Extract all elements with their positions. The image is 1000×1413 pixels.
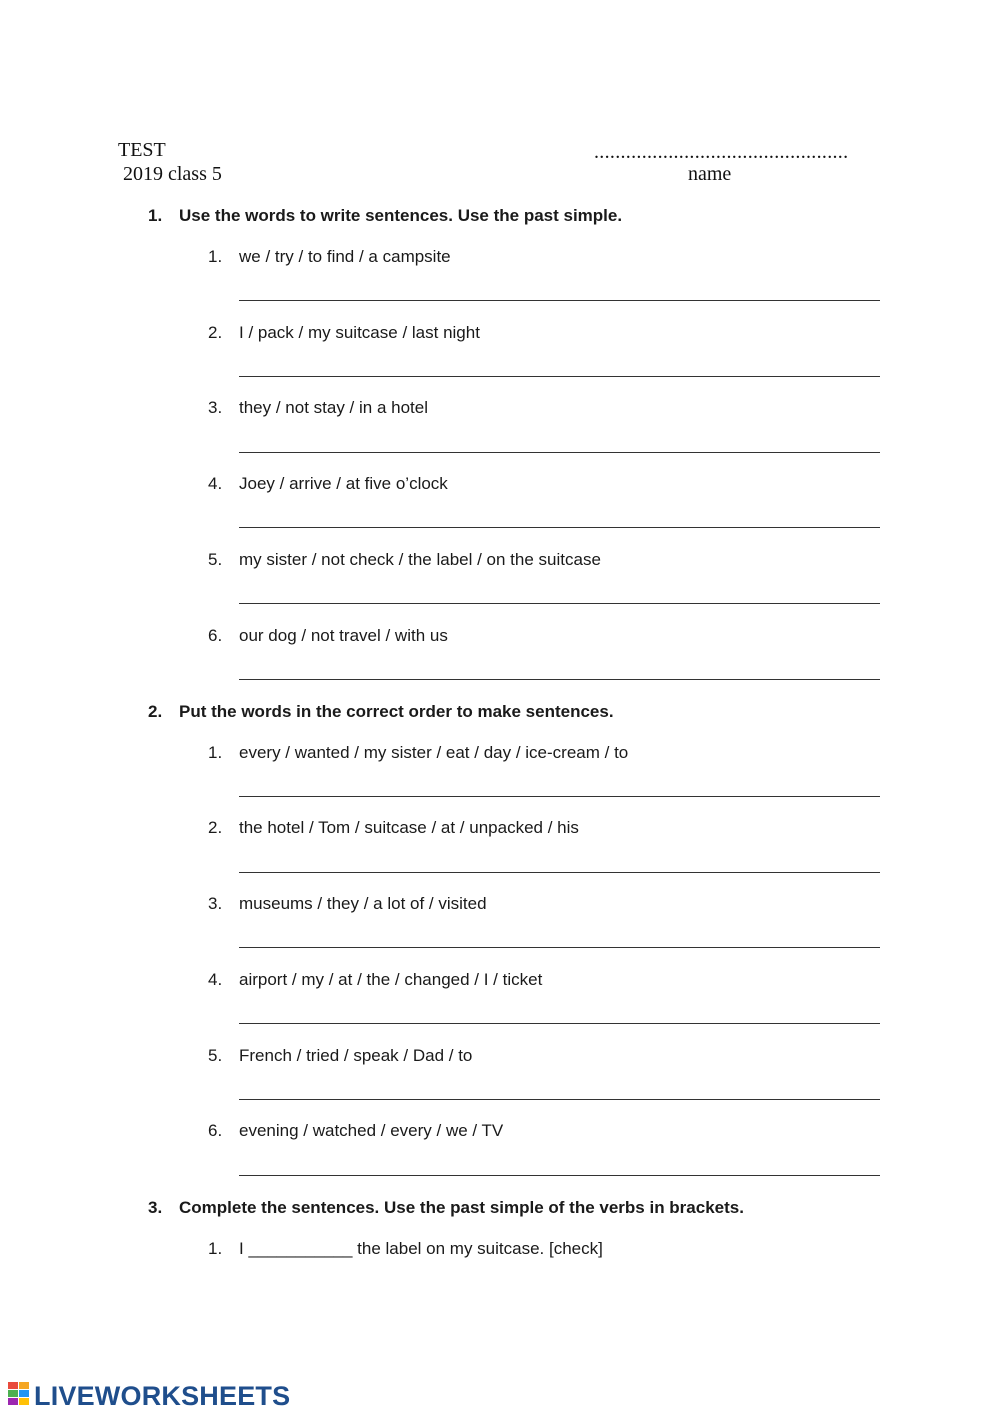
list-item bbox=[208, 398, 428, 418]
logo-text: LIVEWORKSHEETS bbox=[34, 1380, 291, 1411]
item-text: I / pack / my suitcase / last night bbox=[239, 323, 480, 342]
item-number: 5. bbox=[208, 550, 223, 569]
item-number: 6. bbox=[208, 626, 223, 645]
list-item bbox=[208, 1121, 503, 1141]
item-text: museums / they / a lot of / visited bbox=[239, 894, 487, 913]
answer-line[interactable] bbox=[239, 300, 880, 301]
section-instruction: Put the words in the correct order to make sentences. bbox=[179, 702, 614, 721]
answer-line[interactable] bbox=[239, 872, 880, 873]
list-item bbox=[208, 894, 487, 914]
test-label: TEST bbox=[118, 139, 166, 161]
answer-line[interactable] bbox=[239, 603, 880, 604]
section-number: 1. bbox=[148, 206, 163, 225]
item-number: 1. bbox=[208, 1239, 223, 1258]
answer-line[interactable] bbox=[239, 1023, 880, 1024]
item-number: 3. bbox=[208, 894, 223, 913]
name-label: name bbox=[688, 163, 732, 185]
class-label: 2019 class 5 bbox=[123, 163, 222, 185]
item-number: 6. bbox=[208, 1121, 223, 1140]
item-number: 2. bbox=[208, 818, 223, 837]
list-item bbox=[208, 323, 480, 343]
item-number: 4. bbox=[208, 474, 223, 493]
answer-line[interactable] bbox=[239, 1099, 880, 1100]
section-number: 2. bbox=[148, 702, 163, 721]
section-3-heading bbox=[148, 1198, 744, 1218]
list-item bbox=[208, 550, 601, 570]
item-text: every / wanted / my sister / eat / day / ice-cream / to bbox=[239, 743, 629, 762]
item-text: the hotel / Tom / suitcase / at / unpacked / his bbox=[239, 818, 579, 837]
list-item bbox=[208, 474, 448, 494]
answer-line[interactable] bbox=[239, 679, 880, 680]
item-text: my sister / not check / the label / on the suitcase bbox=[239, 550, 601, 569]
answer-line[interactable] bbox=[239, 527, 880, 528]
item-text: they / not stay / in a hotel bbox=[239, 398, 429, 417]
section-2-heading bbox=[148, 702, 614, 722]
item-text: airport / my / at / the / changed / I / ticket bbox=[239, 970, 543, 989]
item-number: 2. bbox=[208, 323, 223, 342]
blocks-icon bbox=[8, 1382, 30, 1411]
list-item bbox=[208, 1046, 472, 1066]
item-number: 1. bbox=[208, 247, 223, 266]
item-number: 3. bbox=[208, 398, 223, 417]
answer-line[interactable] bbox=[239, 947, 880, 948]
item-text: evening / watched / every / we / TV bbox=[239, 1121, 504, 1140]
list-item bbox=[208, 743, 628, 763]
name-field[interactable]: ................................................ bbox=[594, 141, 849, 163]
section-instruction: Complete the sentences. Use the past simple of the verbs in brackets. bbox=[179, 1198, 744, 1217]
list-item bbox=[208, 970, 542, 990]
item-text: our dog / not travel / with us bbox=[239, 626, 448, 645]
item-text: we / try / to find / a campsite bbox=[239, 247, 451, 266]
answer-line[interactable] bbox=[239, 1175, 880, 1176]
item-number: 1. bbox=[208, 743, 223, 762]
section-1-heading bbox=[148, 206, 622, 226]
list-item bbox=[208, 818, 579, 838]
section-instruction: Use the words to write sentences. Use the past simple. bbox=[179, 206, 623, 225]
item-number: 5. bbox=[208, 1046, 223, 1065]
list-item bbox=[208, 626, 448, 646]
item-text: I ___________ the label on my suitcase. [check] bbox=[239, 1239, 603, 1258]
answer-line[interactable] bbox=[239, 376, 880, 377]
item-number: 4. bbox=[208, 970, 223, 989]
section-number: 3. bbox=[148, 1198, 163, 1217]
answer-line[interactable] bbox=[239, 452, 880, 453]
item-text: Joey / arrive / at five o’clock bbox=[239, 474, 448, 493]
list-item bbox=[208, 1239, 603, 1259]
item-text: French / tried / speak / Dad / to bbox=[239, 1046, 473, 1065]
liveworksheets-logo[interactable] bbox=[8, 1382, 290, 1410]
list-item bbox=[208, 247, 451, 267]
answer-line[interactable] bbox=[239, 796, 880, 797]
